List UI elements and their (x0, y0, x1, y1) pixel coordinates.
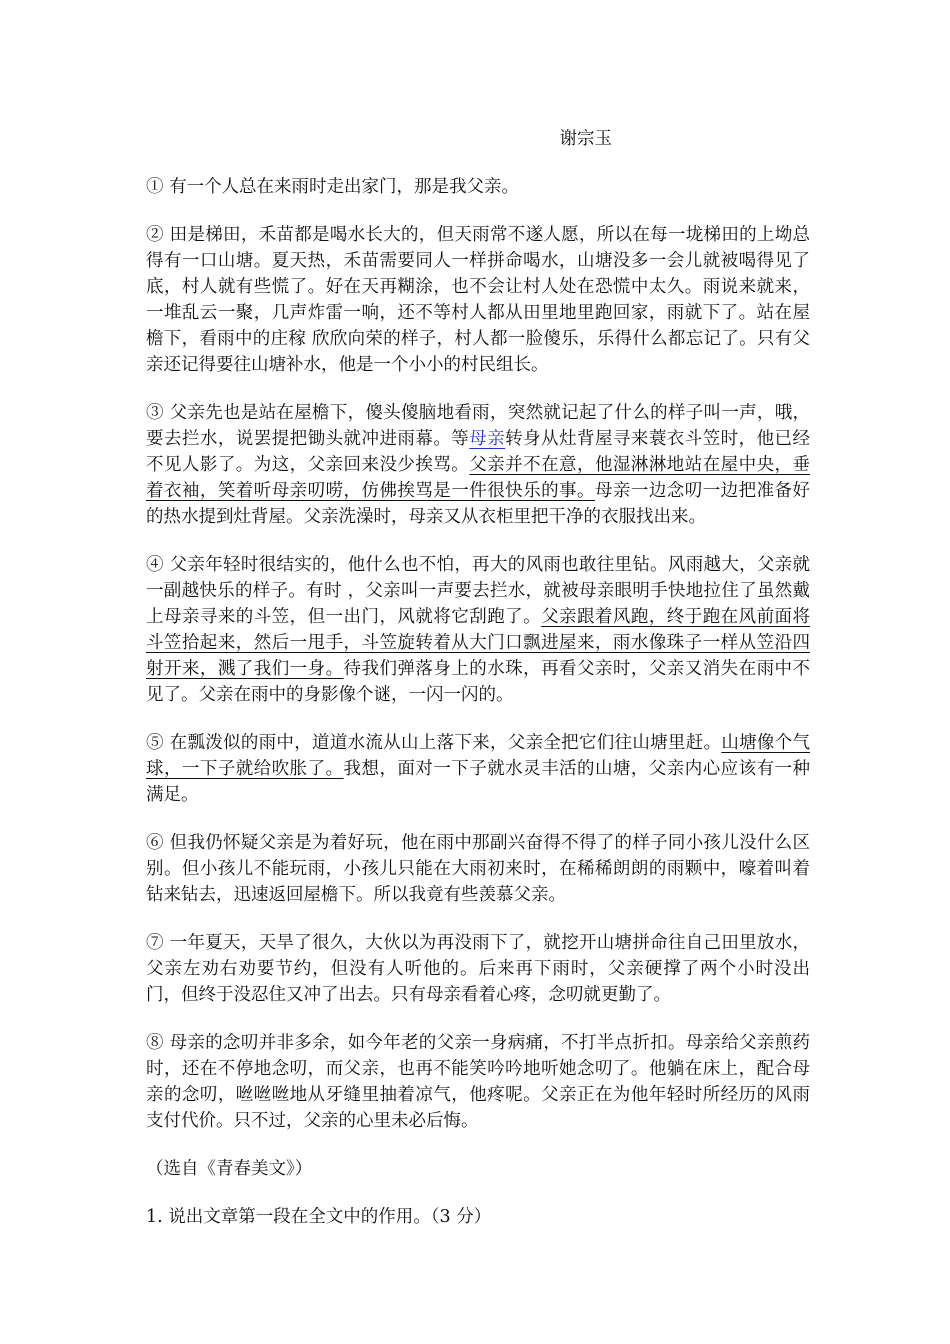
question-1: 1. 说出文章第一段在全文中的作用。（3 分） (146, 1207, 492, 1227)
paragraph-5-text-b: 我想，面对一下子就水灵丰活的山塘，父亲内心应该有一种满足。 (146, 759, 811, 805)
paragraph-4-text-b: 待我们弹落身上的水珠，再看父亲时，父亲又消失在雨中不见了。父亲在雨中的身影像个谜，一闪一闪的。 (146, 659, 811, 705)
paragraph-4 (146, 552, 810, 708)
paragraph-4-text-a: ④ 父亲年轻时很结实的，他什么也不怕，再大的风雨也敢往里钻。风雨越大，父亲就一副越快乐的样子。有时 ，父亲叫一声要去拦水，就被母亲眼明手快地拉住了虽然戴上母亲寻来的斗笠，但一出门，风就将它刮跑了。 (146, 555, 810, 627)
paragraph-2: ② 田是梯田，禾苗都是喝水长大的，但天雨常不遂人愿，所以在每一垅梯田的上坳总得有一口山塘。夏天热，禾苗需要同人一样拼命喝水，山塘没多一会儿就被喝得见了底，村人就有些慌了。好在天再糊涂，也不会让村人处在恐慌中太久。雨说来就来，一堆乱云一聚，几声炸雷一响，还不等村人都从田里地里跑回家，雨就下了。站在屋檐下，看雨中的庄稼 欣欣向荣的样子，村人都一脸傻乐，乐得什么都忘记了。只有父亲还记得要往山塘补水，他是一个小小的村民组长。 (146, 225, 810, 375)
document-page (146, 126, 810, 1252)
paragraph-5 (146, 730, 810, 808)
paragraph-6: ⑥ 但我仍怀疑父亲是为着好玩，他在雨中那副兴奋得不得了的样子同小孩儿没什么区别。但小孩儿不能玩雨，小孩儿只能在大雨初来时，在稀稀朗朗的雨颗中，嚎着叫着钻来钻去，迅速返回屋檐下。所以我竟有些羡慕父亲。 (146, 833, 810, 905)
author-name: 谢宗玉 (559, 129, 612, 149)
paragraph-3-text-c: 母亲一边念叨一边把准备好的热水提到灶背屋。父亲洗澡时，母亲又从衣柜里把干净的衣服找出来。 (146, 481, 811, 527)
paragraph-7: ⑦ 一年夏天，天旱了很久，大伙以为再没雨下了，就挖开山塘拼命往自己田里放水，父亲左劝右劝要节约，但没有人听他的。后来再下雨时，父亲硬撑了两个小时没出门，但终于没忍住又冲了出去。只有母亲看着心疼，念叨就更勤了。 (146, 933, 810, 1005)
paragraph-3-text-a: ③ 父亲先也是站在屋檐下，傻头傻脑地看雨，突然就记起了什么的样子叫一声，哦，要去拦水，说罢提把锄头就冲进雨幕。等 (146, 403, 810, 449)
paragraph-5-text-a: ⑤ 在瓢泼似的雨中，道道水流从山上落下来，父亲全把它们往山塘里赶。 (146, 733, 722, 753)
paragraph-3 (146, 400, 810, 530)
paragraph-4-underlined-sentence: 父亲跟着风跑，终于跑在风前面将斗笠拾起来，然后一甩手，斗笠旋转着从大门口飘进屋来，雨水像珠子一样从笠沿四射开来，溅了我们一身。 (146, 607, 811, 679)
source-note: （选自《青春美文》） (146, 1159, 313, 1179)
paragraph-1: ① 有一个人总在来雨时走出家门，那是我父亲。 (146, 177, 520, 197)
paragraph-5-underlined-sentence: 山塘像个气球，一下子就给吹胀了。 (146, 733, 811, 779)
paragraph-3-underlined-sentence: 父亲并不在意，他湿淋淋地站在屋中央，垂着衣袖，笑着听母亲叨唠，仿佛挨骂是一件很快乐的事。 (146, 455, 810, 501)
mother-link[interactable]: 母亲 (469, 429, 506, 449)
paragraph-3-text-b: 转身从灶背屋寻来蓑衣斗笠时，他已经不见人影了。为这，父亲回来没少挨骂。 (146, 429, 811, 475)
paragraph-8: ⑧ 母亲的念叨并非多余，如今年老的父亲一身病痛，不打半点折扣。母亲给父亲煎药时，还在不停地念叨，而父亲，也再不能笑吟吟地听她念叨了。他躺在床上，配合母亲的念叨，咝咝咝地从牙缝里抽着凉气，他疼呢。父亲正在为他年轻时所经历的风雨支付代价。只不过，父亲的心里未必后悔。 (146, 1033, 810, 1131)
